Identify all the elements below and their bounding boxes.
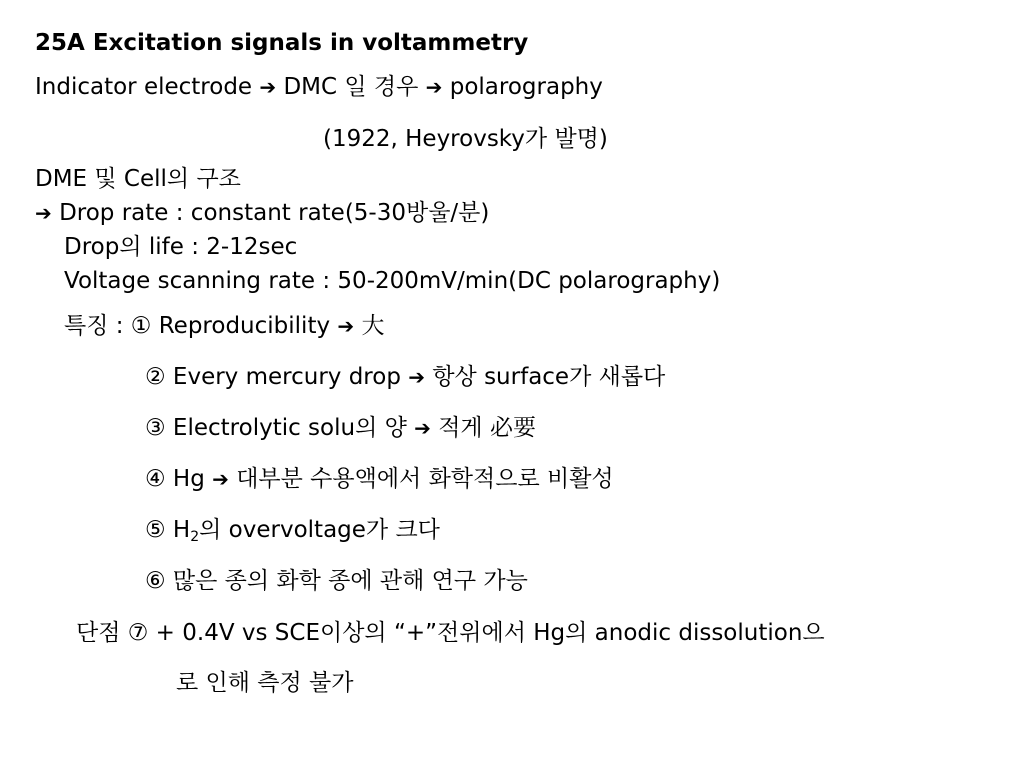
arrow-right-icon: ➔	[212, 467, 229, 491]
arrow-right-icon: ➔	[408, 365, 426, 389]
indicator-suffix: polarography	[449, 74, 603, 100]
dme-heading: DME 및 Cell의 구조	[35, 166, 241, 192]
feature-5-subscript: 2	[190, 529, 200, 545]
invention-note: (1922, Heyrovsky가 발명)	[323, 126, 608, 152]
drawback-7-continued: 로 인해 측정 불가	[176, 670, 354, 696]
feature-1	[64, 311, 384, 341]
feature-1-label: 특징 : ① Reproducibility	[64, 313, 331, 339]
feature-3	[145, 413, 536, 443]
arrow-right-icon: ➔	[259, 75, 277, 99]
indicator-prefix: Indicator electrode	[35, 74, 253, 100]
feature-3-suffix: 적게 必要	[438, 415, 536, 441]
feature-4	[145, 464, 614, 494]
feature-5-suffix: 의 overvoltage가 크다	[199, 517, 440, 543]
indicator-line	[35, 72, 603, 102]
indicator-middle: DMC 일 경우	[283, 74, 419, 100]
arrow-right-icon: ➔	[35, 201, 52, 225]
scanning-rate-line: Voltage scanning rate : 50-200mV/min(DC polarography)	[64, 268, 721, 294]
drop-rate-text: Drop rate : constant rate(5-30방울/분)	[59, 200, 490, 226]
drop-life-line: Drop의 life : 2-12sec	[64, 234, 298, 260]
feature-5-prefix: ⑤ H	[145, 517, 191, 543]
arrow-right-icon: ➔	[414, 416, 431, 440]
feature-5	[145, 515, 440, 545]
arrow-right-icon: ➔	[337, 314, 355, 338]
feature-6: ⑥ 많은 종의 화학 종에 관해 연구 가능	[145, 568, 528, 594]
arrow-right-icon: ➔	[425, 75, 443, 99]
feature-3-prefix: ③ Electrolytic solu의 양	[145, 415, 407, 441]
drawback-7: 단점 ⑦ + 0.4V vs SCE이상의 “+”전위에서 Hg의 anodic dissolution으	[76, 620, 825, 646]
drop-rate-line	[35, 198, 489, 228]
feature-4-suffix: 대부분 수용액에서 화학적으로 비활성	[236, 466, 614, 492]
feature-2-prefix: ② Every mercury drop	[145, 364, 401, 390]
feature-2	[145, 362, 665, 392]
feature-1-suffix: 大	[361, 313, 385, 339]
feature-4-prefix: ④ Hg	[145, 466, 205, 492]
slide-title: 25A Excitation signals in voltammetry	[35, 30, 529, 56]
feature-2-suffix: 항상 surface가 새롭다	[432, 364, 666, 390]
